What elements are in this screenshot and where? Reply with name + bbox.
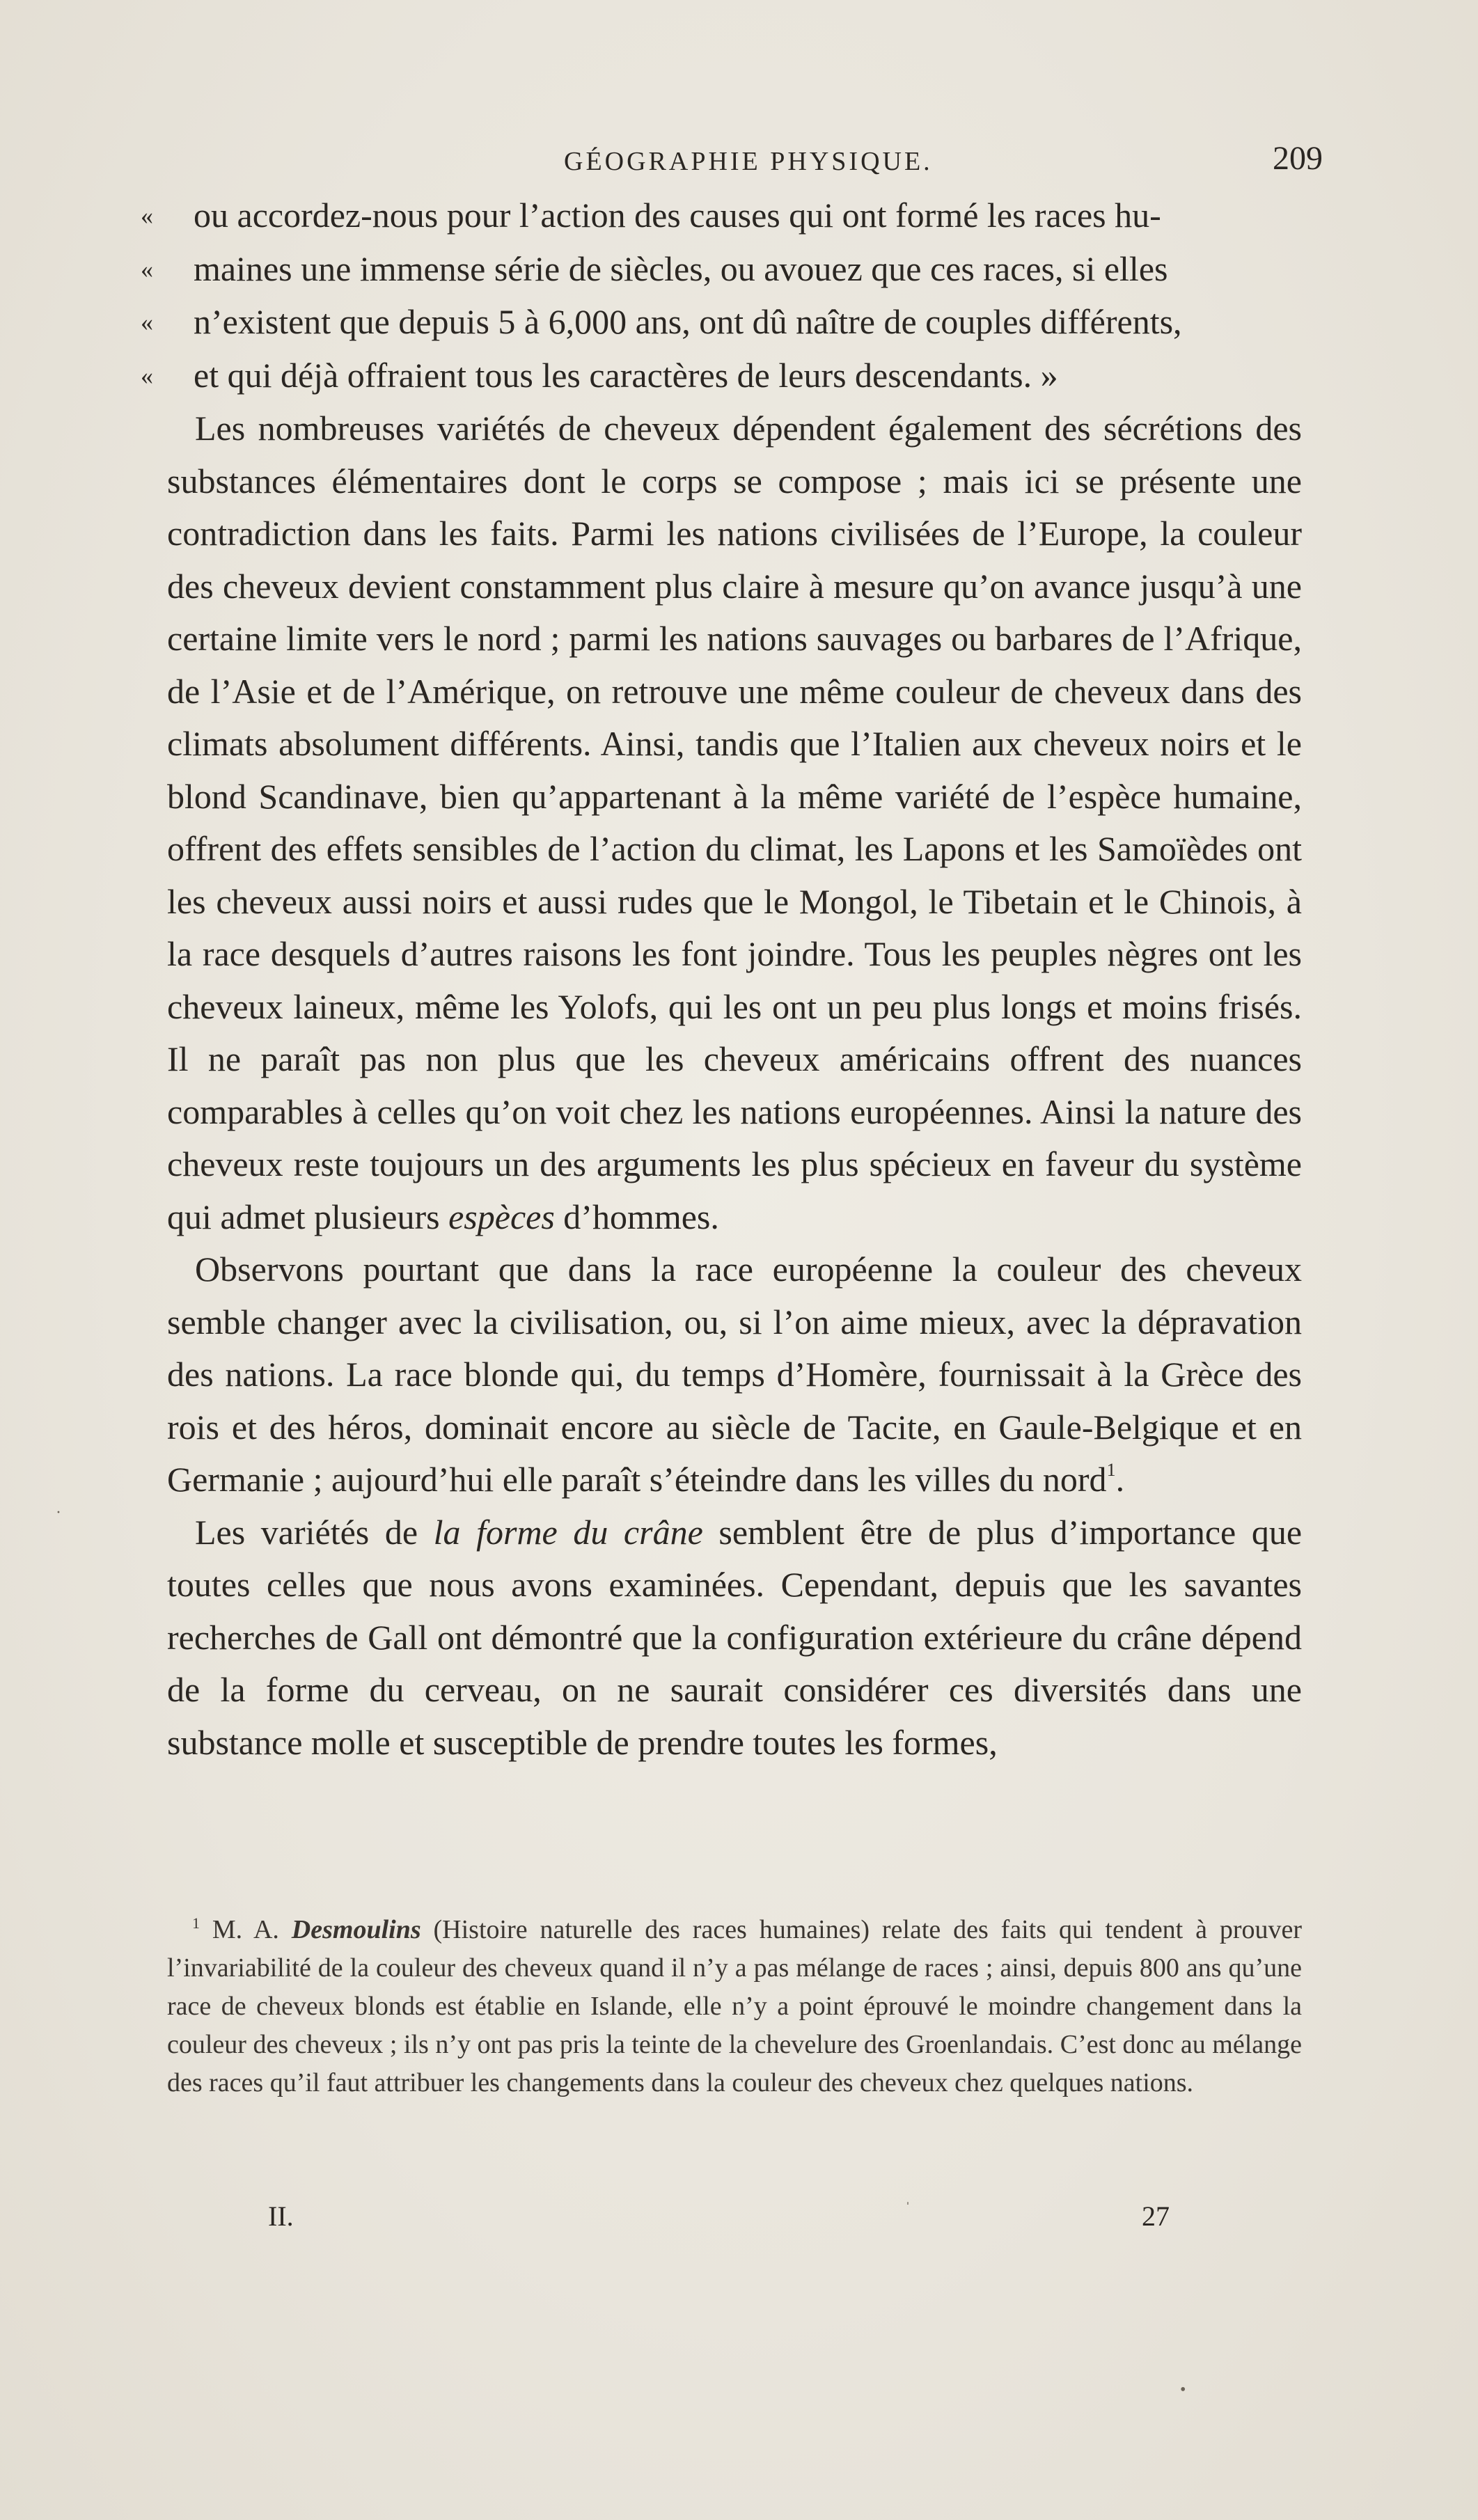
stray-ink-mark: ˈ bbox=[905, 2200, 911, 2218]
paragraph-text-start: Les variétés de bbox=[195, 1512, 418, 1552]
quote-line-text: maines une immense série de siècles, ou avouez que ces races, si elles bbox=[194, 249, 1168, 288]
running-head bbox=[167, 139, 1323, 181]
italic-term: espèces bbox=[448, 1197, 555, 1236]
paragraph-civilisation bbox=[167, 1243, 1302, 1506]
quote-line-text: n’existent que depuis 5 à 6,000 ans, ont dû naître de couples différents, bbox=[194, 302, 1182, 341]
paragraph-text-end: . bbox=[1115, 1460, 1125, 1499]
footnote-marker: 1 bbox=[192, 1914, 200, 1932]
quotation-block bbox=[141, 189, 1302, 402]
quote-line-text: et qui déjà offraient tous les caractères de leurs descendants. » bbox=[194, 355, 1058, 395]
quote-mark: « bbox=[141, 255, 153, 283]
quote-mark: « bbox=[141, 361, 153, 390]
stray-ink-mark: · bbox=[56, 1504, 61, 1522]
paragraph-text: semblent être de plus d’importance que toutes celles que nous avons examinées. Cependant, depuis que les savantes recherches de Gall ont démontré que la configuration extérieure du crâne dépend de la forme du cerveau, on ne saurait considérer ces diversités dans une substance molle et susceptible de prendre toutes les formes, bbox=[167, 1512, 1303, 1762]
footnote-reference[interactable]: 1 bbox=[1106, 1460, 1116, 1480]
quote-line bbox=[141, 349, 1302, 403]
signature-mark: II. bbox=[268, 2200, 294, 2232]
quote-mark: « bbox=[141, 202, 153, 230]
paragraph-text: Les nombreuses variétés de cheveux dépendent également des sécrétions des substances élémentaires dont le corps se compose ; mais ici se présente une contradiction dans les faits. Parmi les nations civilisées de l’Europe, la couleur des cheveux devient constamment plus claire à mesure qu’on avance jusqu’à une certaine limite vers le nord ; parmi les nations sauvages ou barbares de l’Afrique, de l’Asie et de l’Amérique, on retrouve une même couleur de cheveux dans des climats absolument différents. Ainsi, tandis que l’Italien aux cheveux noirs et le blond Scandinave, bien qu’appartenant à la même variété de l’espèce humaine, offrent des effets sensibles de l’action du climat, les Lapons et les Samoïèdes ont les cheveux aussi noirs et aussi rudes que le Mongol, le Tibetain et le Chinois, à la race desquels d’autres raisons les font joindre. Tous les peuples nègres ont les cheveux laineux, même les Yolofs, qui les ont un peu plus longs et moins frisés. Il ne paraît pas non plus que les cheveux américains offrent des nuances comparables à celles qu’on voit chez les nations européennes. Ainsi la nature des cheveux reste toujours un des arguments les plus spécieux en faveur du système qui admet plusieurs bbox=[167, 409, 1302, 1236]
quote-line-text: ou accordez-nous pour l’action des causes qui ont formé les races hu- bbox=[194, 196, 1161, 235]
italic-term: la forme du crâne bbox=[433, 1512, 703, 1552]
stray-ink-mark: • bbox=[1180, 2381, 1186, 2399]
footnote-author-prefix: M. A. bbox=[212, 1915, 279, 1944]
sheet-number: 27 bbox=[1142, 2200, 1170, 2232]
page-number: 209 bbox=[1273, 140, 1323, 177]
paragraph-hair-varieties bbox=[167, 402, 1302, 1243]
paragraph-text: Observons pourtant que dans la race européenne la couleur des cheveux semble changer avec la civilisation, ou, si l’on aime mieux, avec la dépravation des nations. La race blonde qui, du temps d’Homère, fournissait à la Grèce des rois et des héros, dominait encore au siècle de Tacite, en Gaule-Belgique et en Germanie ; aujourd’hui elle paraît s’éteindre dans les villes du nord bbox=[167, 1250, 1302, 1499]
footnote-text: (Histoire naturelle des races humaines) relate des faits qui tendent à prouver l’invariabilité de la couleur des cheveux quand il n’y a pas mélange de races ; ainsi, depuis 800 ans qu’une race de cheveux blonds est établie en Islande, elle n’y a point éprouvé le moindre changement dans la couleur des cheveux ; ils n’y ont pas pris la teinte de la chevelure des Groenlandais. C’est donc au mélange des races qu’il faut attribuer les changements dans la couleur des cheveux chez quelques nations. bbox=[167, 1915, 1303, 2097]
quote-mark: « bbox=[141, 308, 153, 336]
footnote bbox=[167, 1904, 1302, 2102]
body-text bbox=[141, 189, 1303, 1769]
quote-line bbox=[141, 243, 1302, 297]
quote-line bbox=[141, 296, 1302, 349]
footnote-author: Desmoulins bbox=[291, 1915, 421, 1944]
running-title: GÉOGRAPHIE PHYSIQUE. bbox=[564, 147, 933, 176]
quote-line bbox=[141, 189, 1302, 243]
paragraph-text-end: d’hommes. bbox=[563, 1197, 719, 1236]
paragraph-skull-form bbox=[167, 1506, 1302, 1770]
